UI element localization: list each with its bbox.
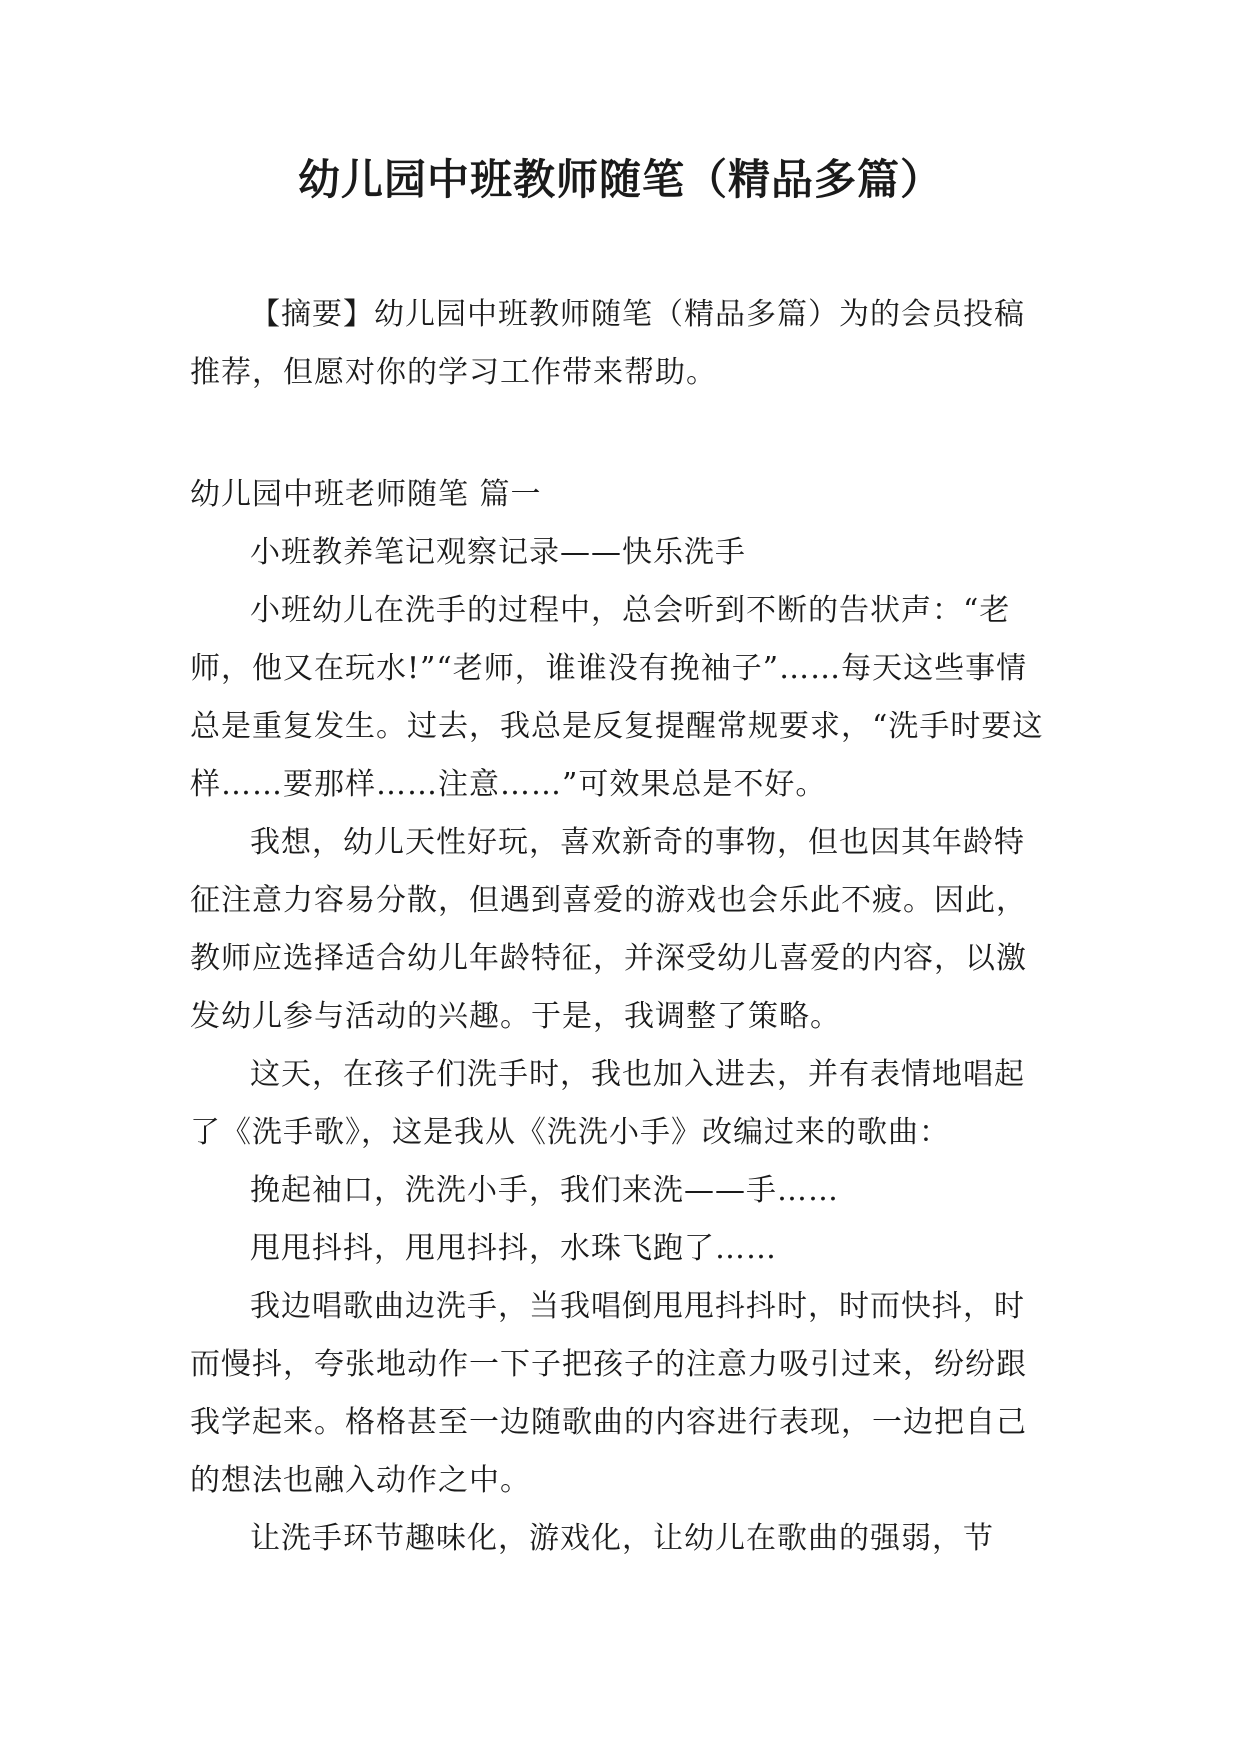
paragraph: 我边唱歌曲边洗手，当我唱倒甩甩抖抖时，时而快抖，时而慢抖，夸张地动作一下子把孩子的注意力吸引过来，纷纷跟我学起来。格格甚至一边随歌曲的内容进行表现，一边把自己的想法也融入动作之中。 [190,1289,1027,1498]
paragraph: 让洗手环节趣味化，游戏化，让幼儿在歌曲的强弱，节 [250,1521,994,1556]
paragraph: 我想，幼儿天性好玩，喜欢新奇的事物，但也因其年龄特征注意力容易分散，但遇到喜爱的游戏也会乐此不疲。因此，教师应选择适合幼儿年龄特征，并深受幼儿喜爱的内容，以激发幼儿参与活动的兴趣。于是，我调整了策略。 [190,825,1027,1034]
document-title: 幼儿园中班教师随笔（精品多篇） [297,155,943,204]
paragraph: 这天，在孩子们洗手时，我也加入进去，并有表情地唱起了《洗手歌》，这是我从《洗洗小手》改编过来的歌曲： [190,1057,1025,1150]
abstract-paragraph: 【摘要】幼儿园中班教师随笔（精品多篇）为的会员投稿推荐，但愿对你的学习工作带来帮助。 [190,297,1025,390]
song-line: 甩甩抖抖，甩甩抖抖，水珠飞跑了…… [250,1231,777,1266]
paragraph: 小班教养笔记观察记录——快乐洗手 [250,535,746,570]
section-heading: 幼儿园中班老师随笔 篇一 [190,477,542,512]
song-line: 挽起袖口，洗洗小手，我们来洗——手…… [250,1173,839,1208]
paragraph: 小班幼儿在洗手的过程中，总会听到不断的告状声：“老师，他又在玩水!”“老师，谁谁没有挽袖子”……每天这些事情总是重复发生。过去，我总是反复提醒常规要求，“洗手时要这样……要那样……注意……”可效果总是不好。 [190,593,1044,802]
abstract-block [190,286,1050,402]
body-text [190,466,1050,1568]
